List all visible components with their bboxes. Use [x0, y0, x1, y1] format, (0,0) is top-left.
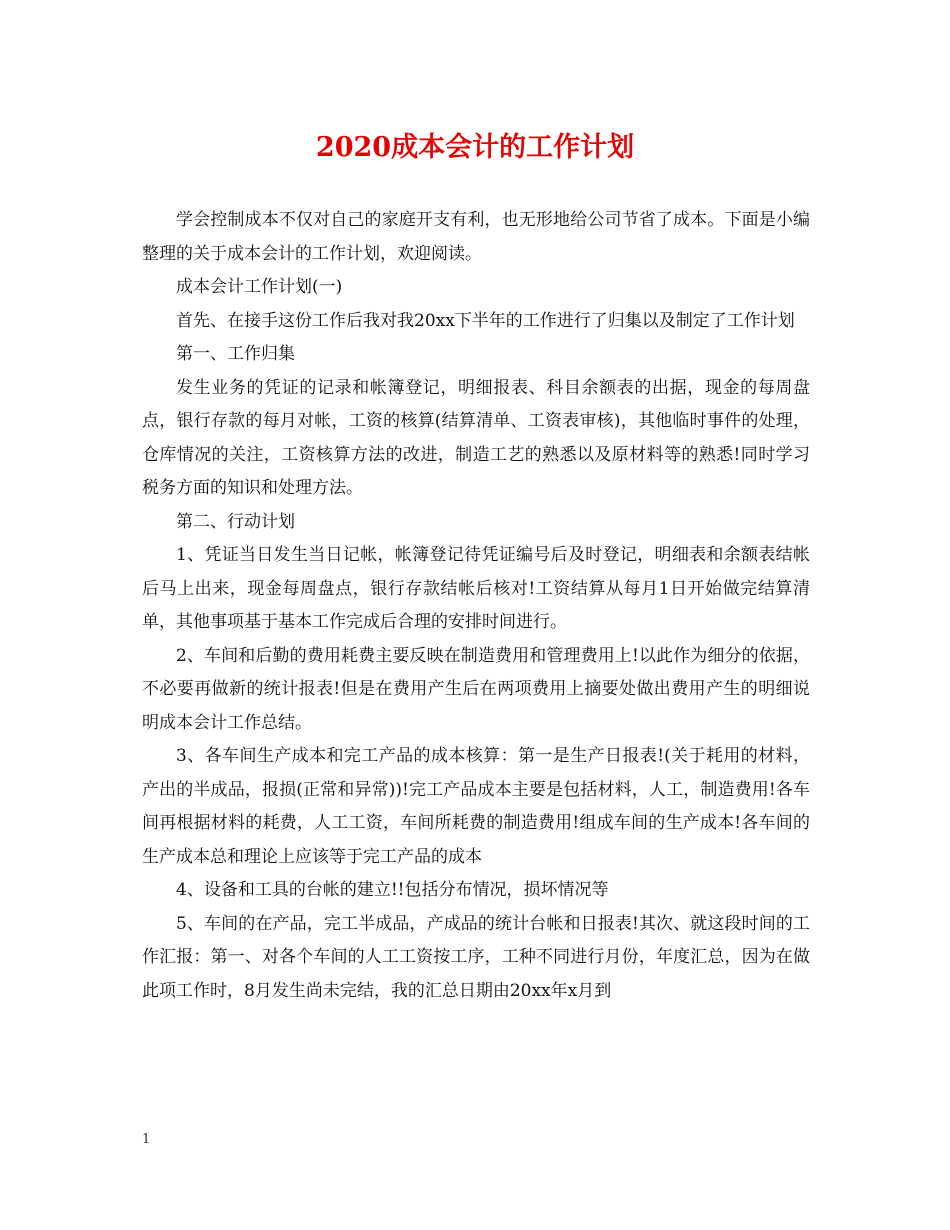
paragraph-item-4: 4、设备和工具的台帐的建立!!包括分布情况，损坏情况等	[176, 880, 609, 900]
document-body	[142, 204, 810, 1008]
paragraph-work-summary: 发生业务的凭证的记录和帐簿登记，明细报表、科目余额表的出据，现金的每周盘点，银行存款的每月对帐，工资的核算(结算清单、工资表审核)，其他临时事件的处理，仓库情况的关注，工资核算方法的改进，制造工艺的熟悉以及原材料等的熟悉!同时学习税务方面的知识和处理方法。	[142, 377, 810, 498]
page-number: 1	[142, 1132, 151, 1147]
paragraph-first: 首先、在接手这份工作后我对我20xx下半年的工作进行了归集以及制定了工作计划	[176, 310, 795, 331]
paragraph-item-5: 5、车间的在产品，完工半成品，产成品的统计台帐和日报表!其次、就这段时间的工作汇报：第一、对各个车间的人工工资按工序，工种不同进行月份，年度汇总，因为在做此项工作时，8月发生尚未完结，我的汇总日期由20xx年x月到	[142, 913, 810, 1001]
paragraph-item-1: 1、凭证当日发生当日记帐，帐簿登记待凭证编号后及时登记，明细表和余额表结帐后马上出来，现金每周盘点，银行存款结帐后核对!工资结算从每月1日开始做完结算清单，其他事项基于基本工作完成后合理的安排时间进行。	[142, 545, 810, 632]
paragraph-intro: 学会控制成本不仅对自己的家庭开支有利，也无形地给公司节省了成本。下面是小编整理的关于成本会计的工作计划，欢迎阅读。	[142, 210, 810, 264]
paragraph-item-3: 3、各车间生产成本和完工产品的成本核算：第一是生产日报表!(关于耗用的材料，产出的半成品，报损(正常和异常))!完工产品成本主要是包括材料，人工，制造费用!各车间再根据材料的耗费，人工工资，车间所耗费的制造费用!组成车间的生产成本!各车间的生产成本总和理论上应该等于完工产品的成本	[142, 746, 810, 867]
paragraph-work-summary-heading: 第一、工作归集	[176, 344, 295, 364]
paragraph-section-heading: 成本会计工作计划(一)	[176, 277, 343, 297]
paragraph-action-plan-heading: 第二、行动计划	[176, 511, 295, 532]
paragraph-item-2: 2、车间和后勤的费用耗费主要反映在制造费用和管理费用上!以此作为细分的依据，不必要再做新的统计报表!但是在费用产生后在两项费用上摘要处做出费用产生的明细说明成本会计工作总结。	[142, 645, 810, 733]
document-title: 2020成本会计的工作计划	[315, 132, 635, 163]
